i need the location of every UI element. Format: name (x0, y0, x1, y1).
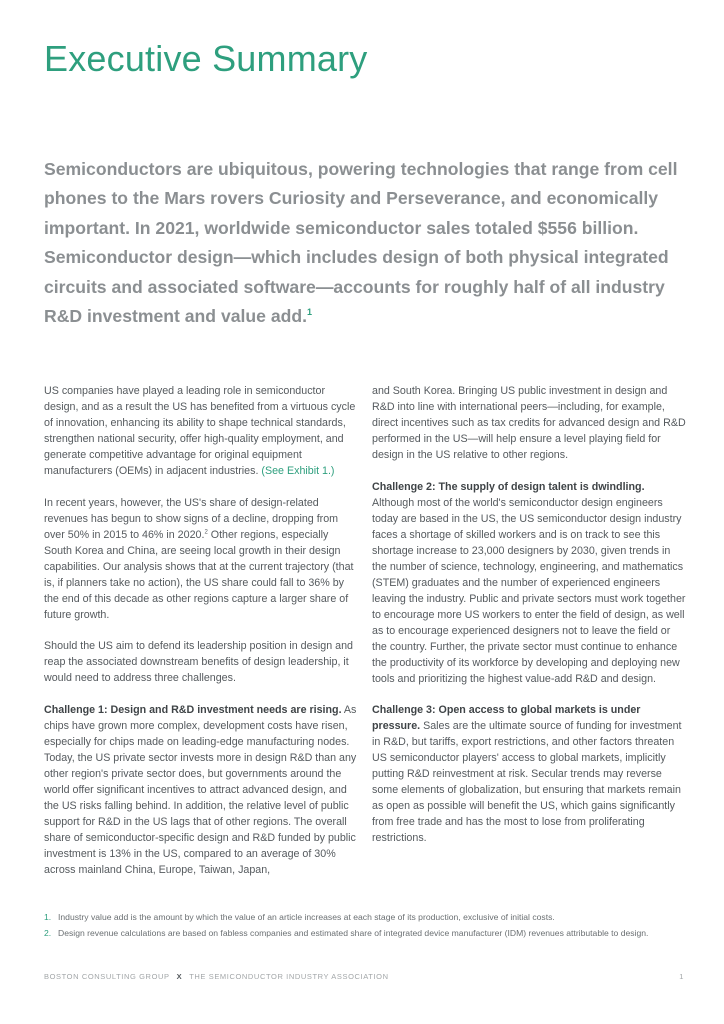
challenge-2-body: Although most of the world's semiconductor design engineers today are based in the US, the US semiconductor design industry faces a shortage of skilled workers and is on track to see this shortage increase to 23,000 designers by 2030, given trends in the number of science, technology, engineering, and mathematics (STEM) graduates and the number of experienced engineers leaving the industry. Public and private sectors must work together to encourage more US workers to enter the field of design, as well as to encourage experienced designers not to leave the field or the country. Further, the private sector must continue to enhance the productivity of its workforce by developing and deploying new tools and prioritizing the highest value-add R&D and design. (372, 496, 686, 685)
challenge-2-paragraph (372, 479, 686, 687)
challenge-1-paragraph (44, 702, 358, 878)
challenge-3-heading: Challenge 3: Open access to global markets is under pressure. (372, 704, 641, 732)
right-column (372, 383, 686, 846)
footnote-text: Design revenue calculations are based on fabless companies and estimated share of integrated device manufacturer (IDM) revenues attributable to design. (58, 927, 649, 938)
footnote-number: 2. (44, 927, 52, 938)
lede-paragraph (44, 155, 694, 331)
page-footer (44, 972, 684, 981)
footnote-item (44, 928, 684, 940)
challenge-3-body: Sales are the ultimate source of funding for investment in R&D, but tariffs, export restrictions, and other factors threaten US semiconductor players' access to global markets, implicitly putting R&D reinvestment at risk. Secular trends may reverse some elements of globalization, but ensuring that markets remain as open as possible will benefit the US, which gains significantly from free trade and has the most to lose from proliferating restrictions. (372, 720, 682, 844)
footer-separator: X (176, 972, 183, 981)
footnotes (44, 912, 684, 943)
footnote-item (44, 912, 684, 924)
footnote-number: 1. (44, 912, 52, 922)
decline-paragraph (44, 495, 358, 623)
footnote-text: Industry value add is the amount by which the value of an article increases at each stage of its production, exclusive of initial costs. (58, 912, 555, 922)
challenge-1-continued: and South Korea. Bringing US public investment in design and R&D into line with international peers—including, for example, direct incentives such as tax credits for advanced design and R&D performed in the US—will help ensure a level playing field for design in the US relative to other regions. (372, 385, 686, 461)
challenges-intro-paragraph: Should the US aim to defend its leadership position in design and reap the associated downstream benefits of design leadership, it would need to address three challenges. (44, 640, 353, 684)
decline-text-continued: Other regions, especially South Korea and China, are seeing local growth in their design capabilities. Our analysis shows that at the current trajectory (that is, if planners take no action), the US share could fall to 36% by the end of this decade as other regions capture a larger share of future growth. (44, 528, 354, 621)
footnote-2-ref[interactable]: 2 (204, 528, 208, 535)
footer-bcg: BOSTON CONSULTING GROUP (44, 972, 170, 981)
page-number: 1 (679, 972, 684, 981)
page-title: Executive Summary (44, 38, 368, 79)
left-column (44, 383, 358, 878)
footer-sia: THE SEMICONDUCTOR INDUSTRY ASSOCIATION (189, 972, 389, 981)
lede-footnote-ref[interactable]: 1 (307, 307, 313, 318)
footer-credits (44, 972, 389, 981)
intro-paragraph (44, 383, 358, 479)
lede-text: Semiconductors are ubiquitous, powering technologies that range from cell phones to the Mars rovers Curiosity and Perseverance, and economically important. In 2021, worldwide semiconductor sales totaled $556 billion. Semiconductor design—which includes design of both physical integrated circuits and associated software—accounts for roughly half of all industry R&D investment and value add. (44, 159, 678, 327)
challenge-1-body: As chips have grown more complex, development costs have risen, especially for chips made on leading-edge manufacturing nodes. Today, the US private sector invests more in design R&D than any other region's private sector does, but governments around the world offer significant incentives to attract advanced design, and the US risks falling behind. In addition, the relative level of public support for R&D in the US lags that of other regions. The overall share of semiconductor-specific design and R&D funded by public investment is 13% in the US, compared to an average of 30% across mainland China, Europe, Taiwan, Japan, (44, 703, 357, 876)
decline-text: In recent years, however, the US's share of design-related revenues has begun to show signs of a decline, dropping from over 50% in 2015 to 46% in 2020. (44, 496, 339, 541)
challenge-3-paragraph (372, 702, 686, 846)
intro-text: US companies have played a leading role in semiconductor design, and as a result the US has benefited from a virtuous cycle of innovation, enhancing its ability to shape technical standards, strengthen national security, offer high-quality employment, and generate competitive advantage for original equipment manufacturers (OEMs) in adjacent industries. (44, 385, 356, 477)
challenge-1-heading: Challenge 1: Design and R&D investment needs are rising. (44, 703, 342, 716)
challenge-2-heading: Challenge 2: The supply of design talent is dwindling. (372, 480, 645, 493)
exhibit-1-link[interactable]: (See Exhibit 1.) (261, 465, 335, 477)
